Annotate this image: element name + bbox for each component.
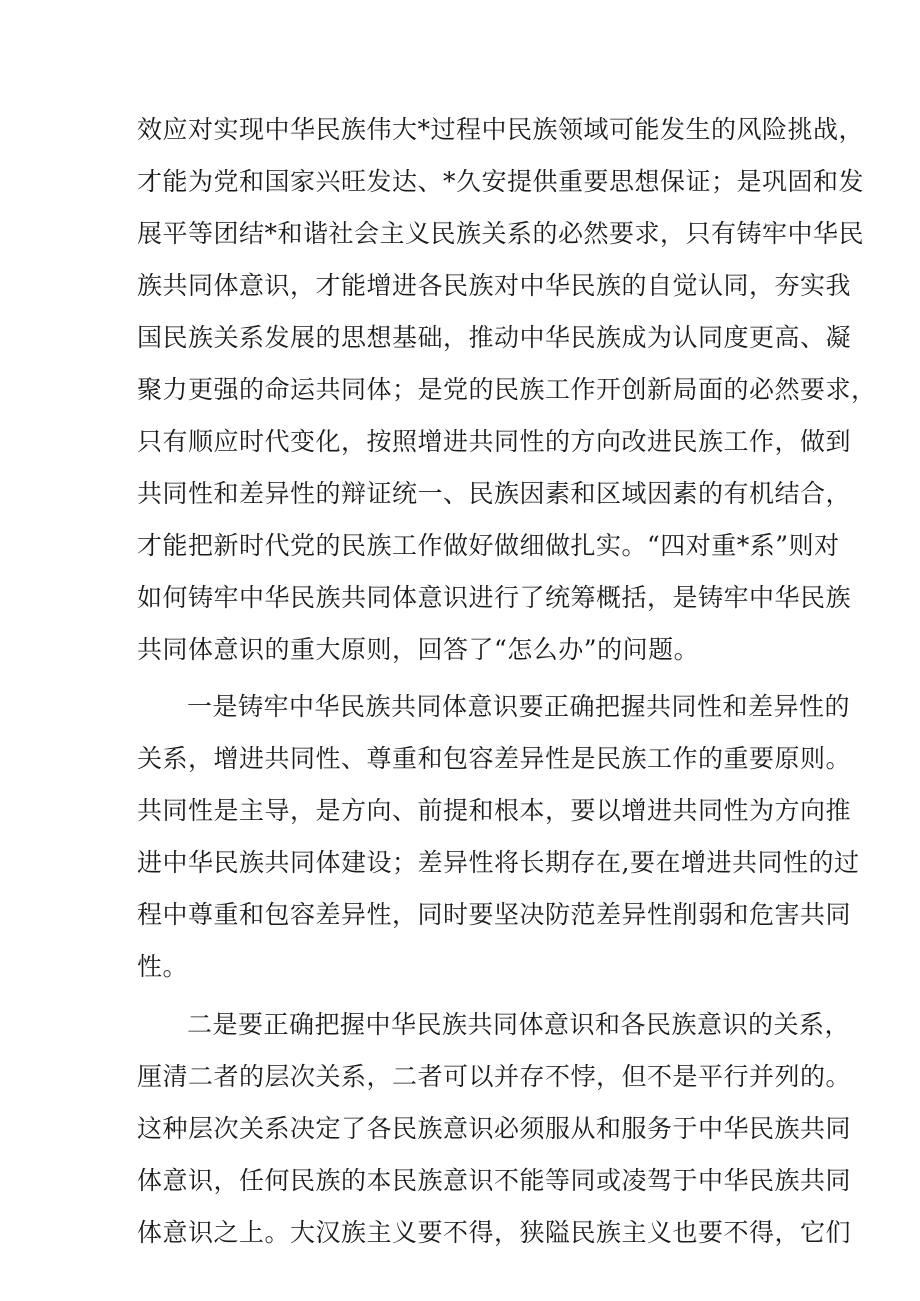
- text-line: 展平等团结*和谐社会主义民族关系的必然要求，只有铸牢中华民: [137, 219, 865, 248]
- text-line: 才能为党和国家兴旺发达、*久安提供重要思想保证；是巩固和发: [137, 167, 865, 196]
- text-line: 共同性是主导，是方向、前提和根本，要以增进共同性为方向推: [137, 796, 852, 825]
- text-line: 族共同体意识，才能增进各民族对中华民族的自觉认同，夯实我: [137, 271, 852, 300]
- text-line: 性。: [137, 952, 189, 981]
- text-line: 国民族关系发展的思想基础，推动中华民族成为认同度更高、凝: [137, 323, 852, 352]
- text-line: 共同性和差异性的辩证统一、民族因素和区域因素的有机结合，: [137, 479, 852, 508]
- text-line: 聚力更强的命运共同体；是党的民族工作开创新局面的必然要求，: [137, 375, 877, 404]
- text-line: 只有顺应时代变化，按照增进共同性的方向改进民族工作，做到: [137, 427, 852, 456]
- text-line: 效应对实现中华民族伟大*过程中民族领域可能发生的风险挑战，: [137, 115, 865, 144]
- text-line: 共同体意识的重大原则，回答了“怎么办”的问题。: [137, 635, 700, 664]
- paragraph-first-line: 二是要正确把握中华民族共同体意识和各民族意识的关系，: [187, 1010, 851, 1039]
- text-line: 进中华民族共同体建设；差异性将长期存在,要在增进共同性的过: [137, 848, 860, 877]
- text-line: 才能把新时代党的民族工作做好做细做扎实。“四对重*系”则对: [137, 531, 840, 560]
- text-line: 程中尊重和包容差异性，同时要坚决防范差异性削弱和危害共同: [137, 900, 852, 929]
- text-line: 体意识之上。大汉族主义要不得，狭隘民族主义也要不得，它们: [137, 1218, 852, 1247]
- text-line: 关系，增进共同性、尊重和包容差异性是民族工作的重要原则。: [137, 744, 852, 773]
- text-line: 厘清二者的层次关系，二者可以并存不悖，但不是平行并列的。: [137, 1062, 852, 1091]
- paragraph-first-line: 一是铸牢中华民族共同体意识要正确把握共同性和差异性的: [187, 692, 851, 721]
- text-line: 如何铸牢中华民族共同体意识进行了统筹概括，是铸牢中华民族: [137, 583, 852, 612]
- text-line: 体意识，任何民族的本民族意识不能等同或凌驾于中华民族共同: [137, 1166, 852, 1195]
- text-line: 这种层次关系决定了各民族意识必须服从和服务于中华民族共同: [137, 1114, 852, 1143]
